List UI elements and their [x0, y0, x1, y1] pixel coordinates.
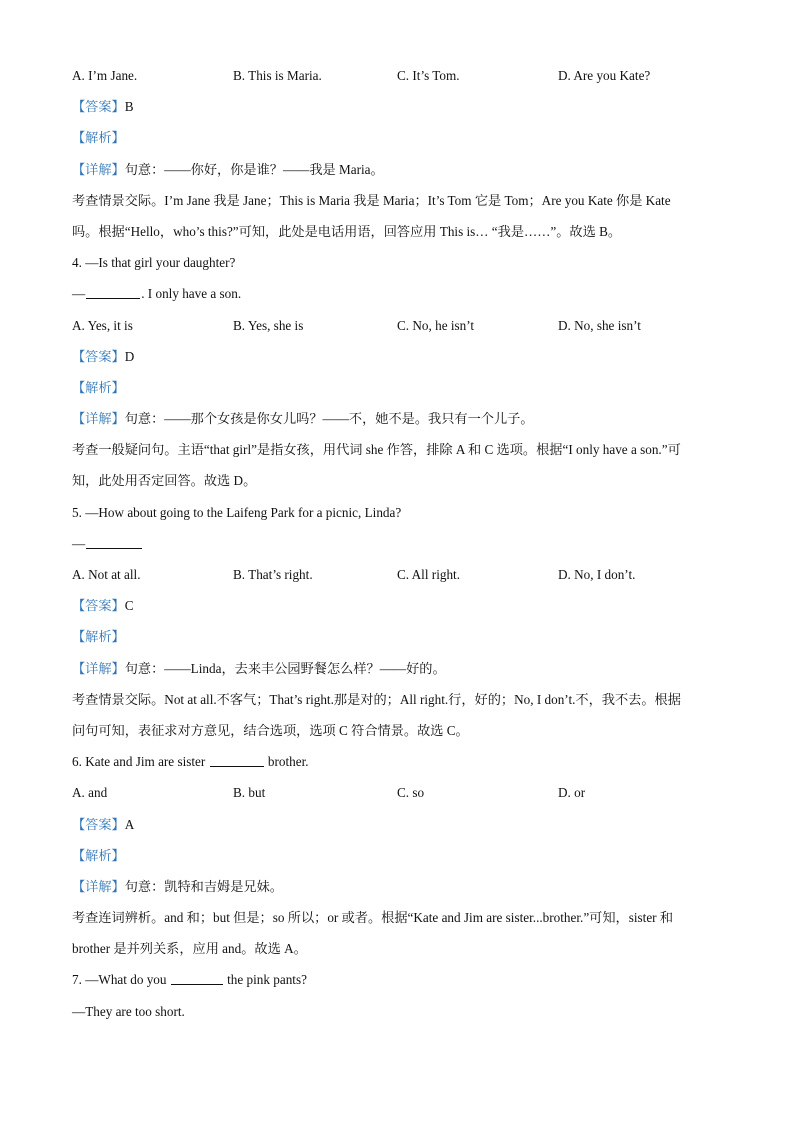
- q4-answer: [72, 341, 722, 372]
- q5-answer: [72, 590, 722, 621]
- q3-answer: [72, 91, 722, 122]
- answer-blank: [210, 754, 264, 767]
- q5-detail-1: [72, 653, 722, 684]
- answer-blank: [86, 286, 140, 299]
- analysis-tag: 【解析】: [72, 130, 125, 146]
- q6-question: [72, 746, 722, 777]
- q6-option-a: A. and: [72, 785, 108, 801]
- q4-analysis: [72, 372, 722, 403]
- answer-tag: 【答案】: [72, 99, 125, 115]
- q6-answer: [72, 809, 722, 840]
- q6-option-d: D. or: [558, 785, 586, 801]
- answer-value: C: [124, 598, 134, 614]
- question-text: 6. Kate and Jim are sister: [72, 754, 206, 770]
- question-text: 7. —What do you: [72, 972, 167, 988]
- answer-value: B: [124, 99, 134, 115]
- q3-detail-3: 吗。根据“Hello，who’s this?”可知，此处是电话用语，回答应用 This is… “我是……”。故选 B。: [72, 223, 622, 239]
- q5-option-b: B. That’s right.: [233, 567, 313, 582]
- question-text-end: the pink pants?: [227, 972, 307, 988]
- q6-option-b: B. but: [233, 785, 266, 801]
- q5-analysis: [72, 621, 722, 652]
- q3-option-d: D. Are you Kate?: [558, 68, 651, 83]
- detail-tag: 【详解】: [72, 161, 125, 177]
- q4-option-a: A. Yes, it is: [72, 317, 133, 333]
- q3-detail-2: 考查情景交际。I’m Jane 我是 Jane；This is Maria 我是 Maria；It’s Tom 它是 Tom；Are you Kate 你是 Kate: [72, 192, 671, 208]
- reply-text: . I only have a son.: [141, 286, 242, 302]
- q7-question: [72, 964, 722, 995]
- q7-reply: —They are too short.: [72, 1003, 185, 1019]
- q4-detail-1: [72, 403, 722, 434]
- q4-detail-2: 考查一般疑问句。主语“that girl”是指女孩，用代词 she 作答，排除 A 和 C 选项。根据“I only have a son.”可: [72, 442, 681, 458]
- q6-detail-3: brother 是并列关系，应用 and。故选 A。: [72, 941, 307, 957]
- q4-option-b: B. Yes, she is: [233, 317, 304, 333]
- q4-option-d: D. No, she isn’t: [558, 317, 641, 333]
- document-page: [72, 60, 722, 1027]
- q4-detail-3: 知，此处用否定回答。故选 D。: [72, 473, 257, 489]
- q3-detail-1: [72, 154, 722, 185]
- q6-option-c: C. so: [397, 785, 425, 801]
- analysis-tag: 【解析】: [72, 379, 125, 395]
- answer-value: A: [124, 816, 135, 832]
- q5-option-c: C. All right.: [397, 567, 461, 582]
- q6-detail-2: 考查连词辨析。and 和；but 但是；so 所以；or 或者。根据“Kate and Jim are sister...brother.”可知，sister 和: [72, 910, 674, 926]
- q3-analysis: [72, 122, 722, 153]
- q3-option-a: A. I’m Jane.: [72, 68, 138, 83]
- detail-tag: 【详解】: [72, 878, 125, 894]
- analysis-tag: 【解析】: [72, 847, 125, 863]
- answer-value: D: [124, 348, 135, 364]
- answer-tag: 【答案】: [72, 348, 125, 364]
- q5-question: 5. —How about going to the Laifeng Park for a picnic, Linda?: [72, 504, 402, 520]
- detail-text: 句意：——那个女孩是你女儿吗？——不，她不是。我只有一个儿子。: [124, 411, 534, 427]
- q3-options: [72, 60, 722, 91]
- q6-options: [72, 777, 722, 808]
- q4-reply: [72, 278, 722, 309]
- q5-reply: [72, 528, 722, 559]
- q6-detail-1: [72, 871, 722, 902]
- answer-blank: [86, 536, 142, 549]
- q3-option-c: C. It’s Tom.: [397, 68, 460, 83]
- q5-detail-2: 考查情景交际。Not at all.不客气；That’s right.那是对的；All right.行，好的；No, I don’t.不，我不去。根据: [72, 691, 681, 707]
- q4-question: 4. —Is that girl your daughter?: [72, 255, 236, 271]
- q5-options: [72, 559, 722, 590]
- q5-detail-3: 问句可知，表征求对方意见，结合选项，选项 C 符合情景。故选 C。: [72, 722, 469, 738]
- detail-tag: 【详解】: [72, 660, 125, 676]
- detail-text: 句意：——你好，你是谁？——我是 Maria。: [124, 161, 384, 177]
- q3-option-b: B. This is Maria.: [233, 68, 322, 83]
- detail-text: 句意：凯特和吉姆是兄妹。: [124, 878, 283, 894]
- answer-blank: [171, 972, 223, 985]
- detail-text: 句意：——Linda，去来丰公园野餐怎么样？——好的。: [124, 660, 446, 676]
- question-text-end: brother.: [267, 754, 309, 770]
- detail-tag: 【详解】: [72, 411, 125, 427]
- answer-tag: 【答案】: [72, 816, 125, 832]
- q5-option-a: A. Not at all.: [72, 567, 141, 582]
- q4-option-c: C. No, he isn’t: [397, 317, 475, 333]
- analysis-tag: 【解析】: [72, 629, 125, 645]
- q6-analysis: [72, 840, 722, 871]
- reply-dash: —: [72, 535, 86, 551]
- q4-options: [72, 310, 722, 341]
- q5-option-d: D. No, I don’t.: [558, 567, 636, 582]
- answer-tag: 【答案】: [72, 598, 125, 614]
- reply-dash: —: [72, 286, 86, 302]
